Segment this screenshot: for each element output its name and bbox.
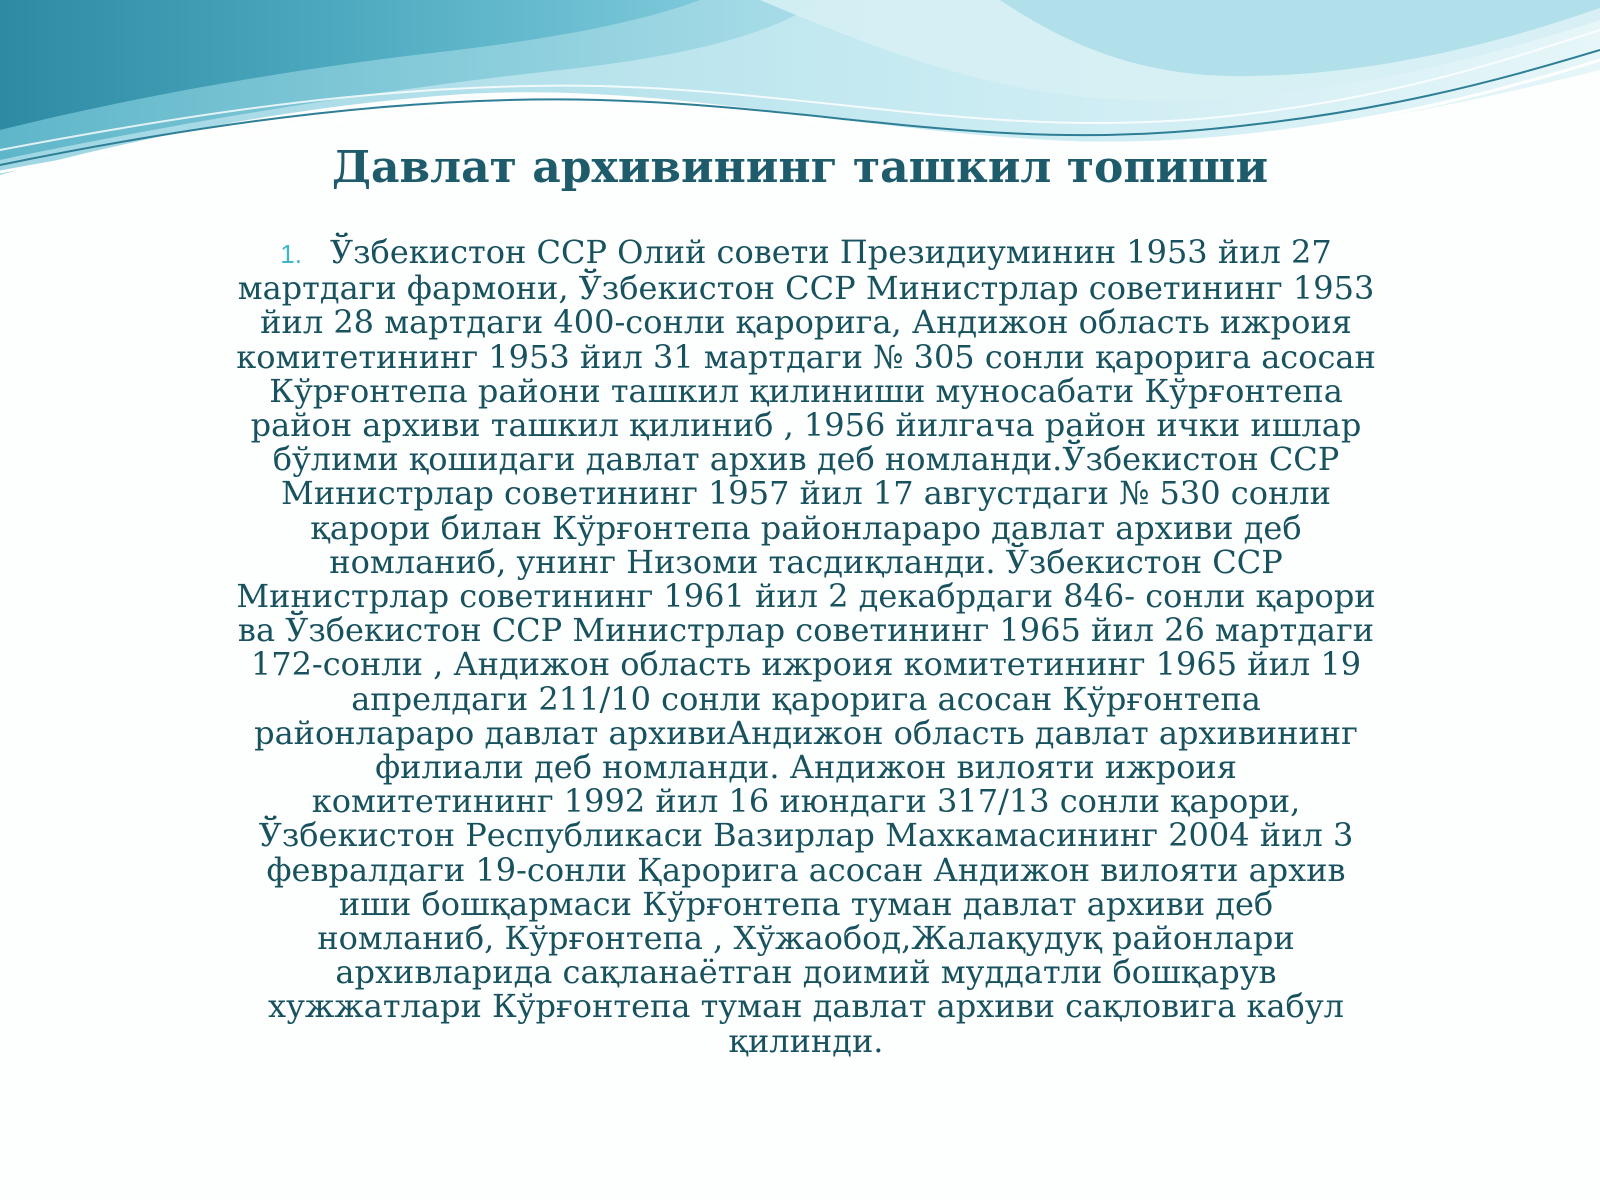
body-line: комитетининг 1992 йил 16 июндаги 317/13 сонли қарори, <box>311 782 1301 821</box>
body-paragraph <box>195 235 1417 1058</box>
body-line: филиали деб номланди. Андижон вилояти ижроия <box>375 748 1237 787</box>
body-line: февралдаги 19-сонли Қарорига асосан Андижон вилояти архив <box>266 850 1346 889</box>
body-line: ва Ўзбекистон ССР Министрлар советининг 1965 йил 26 мартдаги <box>237 611 1375 650</box>
body-line: Ўзбекистон ССР Олий совети Президиуминин 1953 йил 27 <box>329 233 1332 271</box>
body-line: Министрлар советининг 1961 йил 2 декабрдаги 846- сонли қарори <box>236 577 1376 616</box>
body-line: хужжатлари Кўрғонтепа туман давлат архиви сақловига кабул <box>268 987 1344 1026</box>
body-line: район архиви ташкил қилиниб , 1956 йилгача район ички ишлар <box>250 406 1362 445</box>
body-line: Кўрғонтепа райони ташкил қилиниши муносабати Кўрғонтепа <box>269 371 1343 410</box>
body-line: архивларида сақланаётган доимий муддатли бошқарув <box>335 953 1277 992</box>
body-line: номланиб, Кўрғонтепа , Хўжаобод,Жалақудуқ районлари <box>317 919 1295 958</box>
body-line: Министрлар советининг 1957 йил 17 августдаги № 530 сонли <box>281 474 1331 513</box>
body-line: иши бошқармаси Кўрғонтепа туман давлат архиви деб <box>338 884 1274 923</box>
list-number: 1. <box>280 239 302 269</box>
body-line: Ўзбекистон Республикаси Вазирлар Махкамасининг 2004 йил 3 <box>258 816 1354 855</box>
body-line: номланиб, унинг Низоми тасдиқланди. Ўзбекистон ССР <box>329 542 1283 581</box>
body-line: бўлими қошидаги давлат архив деб номланди.Ўзбекистон ССР <box>272 440 1340 479</box>
body-line: қарори билан Кўрғонтепа районлараро давлат архиви деб <box>310 508 1302 547</box>
body-line: районлараро давлат архивиАндижон область давлат архивининг <box>254 713 1358 752</box>
body-line: апрелдаги 211/10 сонли қарорига асосан Кўрғонтепа <box>351 679 1261 718</box>
body-line: комитетининг 1953 йил 31 мартдаги № 305 сонли қарорига асосан <box>236 337 1376 376</box>
body-line: 172-сонли , Андижон область ижроия комитетининг 1965 йил 19 <box>250 645 1362 684</box>
body-line: йил 28 мартдаги 400-сонли қарорига, Андижон область ижроия <box>260 303 1352 342</box>
body-line: қилинди. <box>728 1021 884 1060</box>
body-line: мартдаги фармони, Ўзбекистон ССР Министрлар советининг 1953 <box>237 269 1375 308</box>
slide-title: Давлат архивининг ташкил топиши <box>331 142 1269 193</box>
